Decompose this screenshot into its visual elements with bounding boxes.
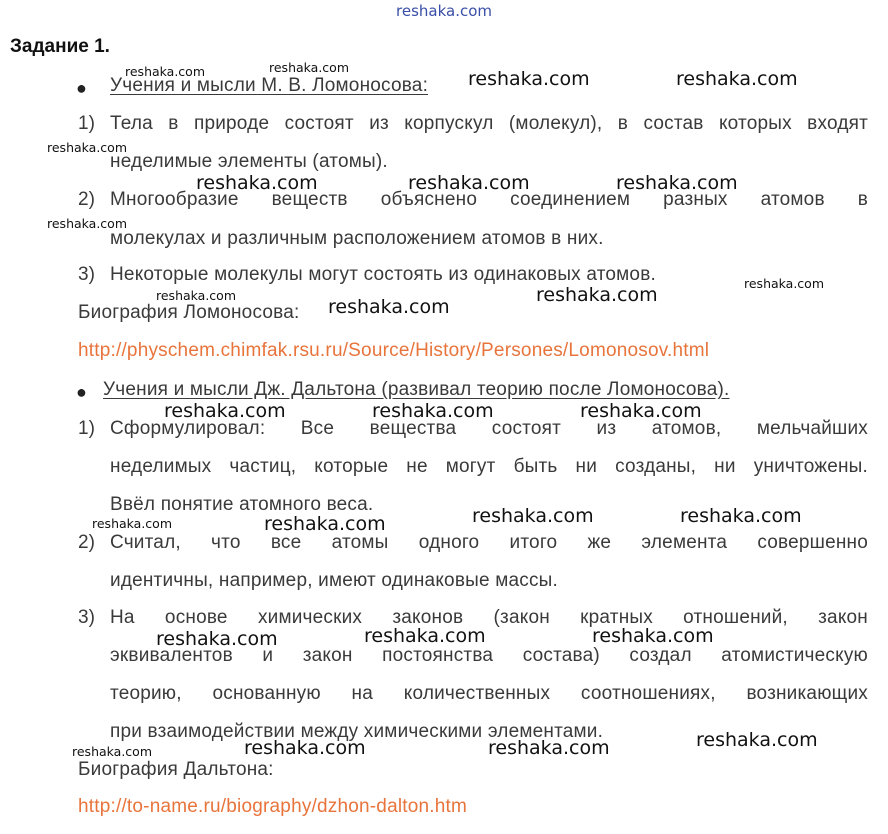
- s2-item1-line3: Ввёл понятие атомного веса.: [110, 494, 374, 515]
- watermark: reshaka.com: [156, 288, 236, 303]
- watermark: reshaka.com: [47, 140, 127, 155]
- s1-item3-line1: Некоторые молекулы могут состоять из одинаковых атомов.: [110, 264, 656, 285]
- s2-item1-num: 1): [78, 418, 95, 439]
- top-watermark: reshaka.com: [396, 2, 492, 20]
- s1-item1-line1: Тела в природе состоят из корпускул (молекул), в состав которых входят: [110, 113, 868, 134]
- s2-bio-link[interactable]: http://to-name.ru/biography/dzhon-dalton.htm: [78, 796, 468, 817]
- s2-item3-line1: На основе химических законов (закон кратных отношений, закон: [110, 607, 868, 628]
- s2-item2-line1: Считал, что все атомы одного итого же элемента совершенно: [110, 532, 868, 553]
- section2-heading: Учения и мысли Дж. Дальтона (развивал теорию после Ломоносова).: [103, 379, 730, 400]
- s2-bio-label: Биография Дальтона:: [78, 759, 274, 780]
- watermark: reshaka.com: [696, 729, 818, 751]
- watermark: reshaka.com: [616, 172, 738, 194]
- s1-item2-line1: Многообразие веществ объяснено соединением разных атомов в: [110, 189, 868, 210]
- s1-item2-num: 2): [78, 189, 95, 210]
- watermark: reshaka.com: [244, 737, 366, 759]
- watermark: reshaka.com: [125, 64, 205, 79]
- watermark: reshaka.com: [676, 68, 798, 90]
- watermark: reshaka.com: [680, 505, 802, 527]
- page-title: Задание 1.: [10, 36, 110, 57]
- watermark: reshaka.com: [488, 737, 610, 759]
- watermark: reshaka.com: [364, 625, 486, 647]
- watermark: reshaka.com: [408, 172, 530, 194]
- s2-item1-line1: Сформулировал: Все вещества состоят из атомов, мельчайших: [110, 418, 868, 439]
- s2-item2-line2: идентичны, например, имеют одинаковые массы.: [110, 570, 558, 591]
- s2-item1-line2: неделимых частиц, которые не могут быть ни созданы, ни уничтожены.: [110, 456, 868, 477]
- watermark: reshaka.com: [264, 513, 386, 535]
- watermark: reshaka.com: [468, 68, 590, 90]
- s1-item2-line2: молекулах и различным расположением атомов в них.: [110, 228, 604, 249]
- watermark: reshaka.com: [269, 60, 349, 75]
- bullet-icon: ●: [76, 382, 87, 402]
- s1-item1-line2: неделимые элементы (атомы).: [110, 151, 388, 172]
- s1-item3-num: 3): [78, 264, 95, 285]
- section1-heading: Учения и мысли М. В. Ломоносова:: [110, 75, 429, 96]
- watermark: reshaka.com: [328, 296, 450, 318]
- watermark: reshaka.com: [580, 400, 702, 422]
- s2-item3-line2: эквивалентов и закон постоянства состава) создал атомистическую: [110, 645, 868, 666]
- watermark: reshaka.com: [72, 744, 152, 759]
- s2-item3-line3: теорию, основанную на количественных соотношениях, возникающих: [110, 683, 868, 704]
- s2-item3-num: 3): [78, 607, 95, 628]
- watermark: reshaka.com: [156, 628, 278, 650]
- s2-item2-num: 2): [78, 532, 95, 553]
- watermark: reshaka.com: [196, 172, 318, 194]
- watermark: reshaka.com: [472, 505, 594, 527]
- bullet-icon: ●: [76, 78, 87, 98]
- s1-bio-label: Биография Ломоносова:: [78, 302, 300, 323]
- watermark: reshaka.com: [164, 400, 286, 422]
- s1-bio-link[interactable]: http://physchem.chimfak.rsu.ru/Source/History/Persones/Lomonosov.html: [78, 340, 710, 361]
- watermark: reshaka.com: [536, 284, 658, 306]
- watermark: reshaka.com: [47, 216, 127, 231]
- watermark: reshaka.com: [592, 625, 714, 647]
- s1-item1-num: 1): [78, 113, 95, 134]
- watermark: reshaka.com: [744, 276, 824, 291]
- watermark: reshaka.com: [372, 400, 494, 422]
- s2-item3-line4: при взаимодействии между химическими элементами.: [110, 721, 604, 742]
- watermark: reshaka.com: [92, 516, 172, 531]
